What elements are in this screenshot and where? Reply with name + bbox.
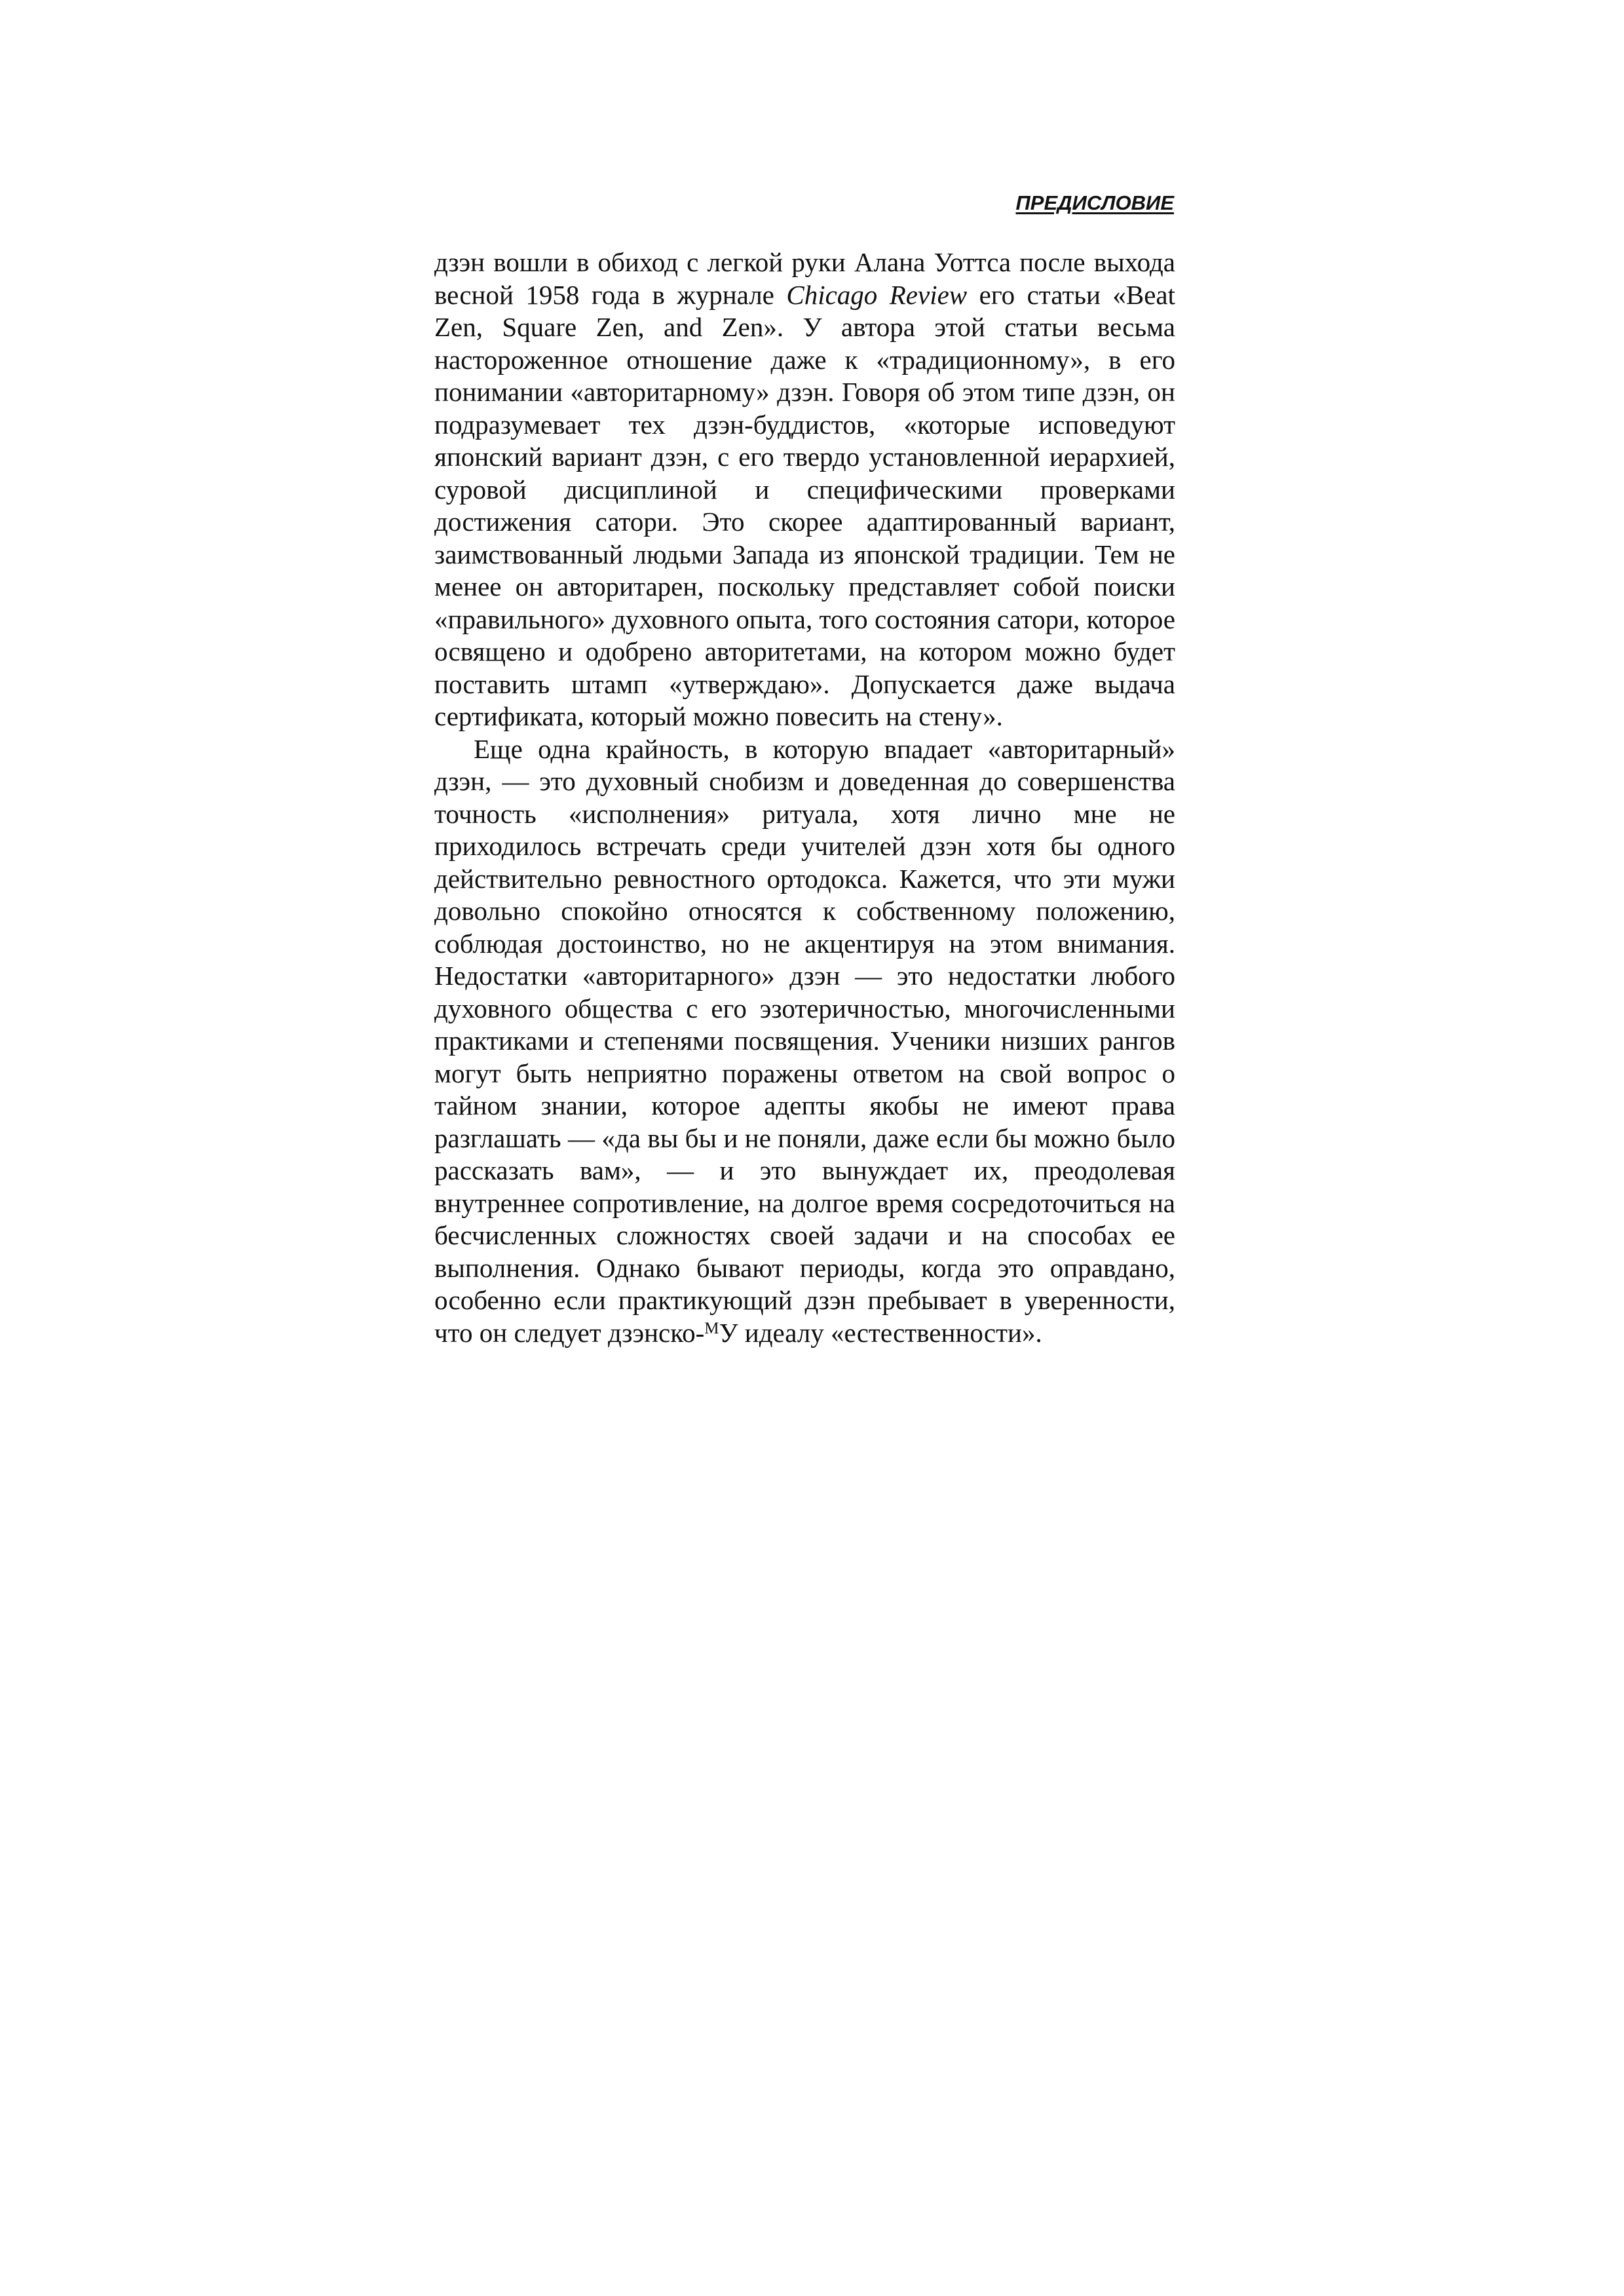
page-body <box>434 246 1175 1349</box>
paragraph <box>434 246 1175 733</box>
paragraph-text: У идеалу «естественности». <box>719 1317 1042 1348</box>
paragraph <box>434 733 1175 1350</box>
running-header: ПРЕДИСЛОВИЕ <box>1015 191 1174 214</box>
paragraph-text: дзэн вошли в обиход с легкой руки Алана Уоттса после выхода весной 1958 года в журнале <box>434 247 1175 310</box>
paragraph-text: Еще одна крайность, в которую впадает «авторитарный» дзэн, — это духовный снобизм и доведенная до совершенства точность «исполнения» ритуала, хотя лично мне не приходилось встречать среди учителей дзэн хотя бы одного действительно ревностного ортодокса. Кажется, что эти мужи довольно спокойно относятся к собственному положению, соблюдая достоинство, но не акцентируя на этом внимания. Недостатки «авторитарного» дзэн — это недостатки любого духовного общества с его эзотеричностью, многочисленными практиками и степенями посвящения. Ученики низших рангов могут быть неприятно поражены ответом на свой вопрос о тайном знании, которое адепты якобы не имеют права разглашать — «да вы бы и не поняли, даже если бы можно было рассказать вам», — и это вынуждает их, преодолевая внутреннее сопротивление, на долгое время сосредоточиться на бесчисленных сложностях своей задачи и на способах ее выполнения. Однако бывают периоды, когда это оправдано, особенно если практикующий дзэн пребывает в уверенности, что он следует дзэнско- <box>434 733 1175 1348</box>
paragraph-text: его статьи «Beat Zen, Square Zen, and Zen». У автора этой статьи весьма настороженное отношение даже к «традиционному», в его понимании «авторитарному» дзэн. Говоря об этом типе дзэн, он подразумевает тех дзэн-буддистов, «которые исповедуют японский вариант дзэн, с его твердо установленной иерархией, суровой дисциплиной и специфическими проверками достижения сатори. Это скорее адаптированный вариант, заимствованный людьми Запада из японской традиции. Тем не менее он авторитарен, поскольку представляет собой поиски «правильного» духовного опыта, того состояния сатори, которое освящено и одобрено авторитетами, на котором можно будет поставить штамп «утверждаю». Допускается даже выдача сертификата, который можно повесить на стену». <box>434 279 1176 731</box>
journal-title: Chicago Review <box>786 279 968 310</box>
ocr-artifact-superscript: М <box>704 1319 719 1337</box>
